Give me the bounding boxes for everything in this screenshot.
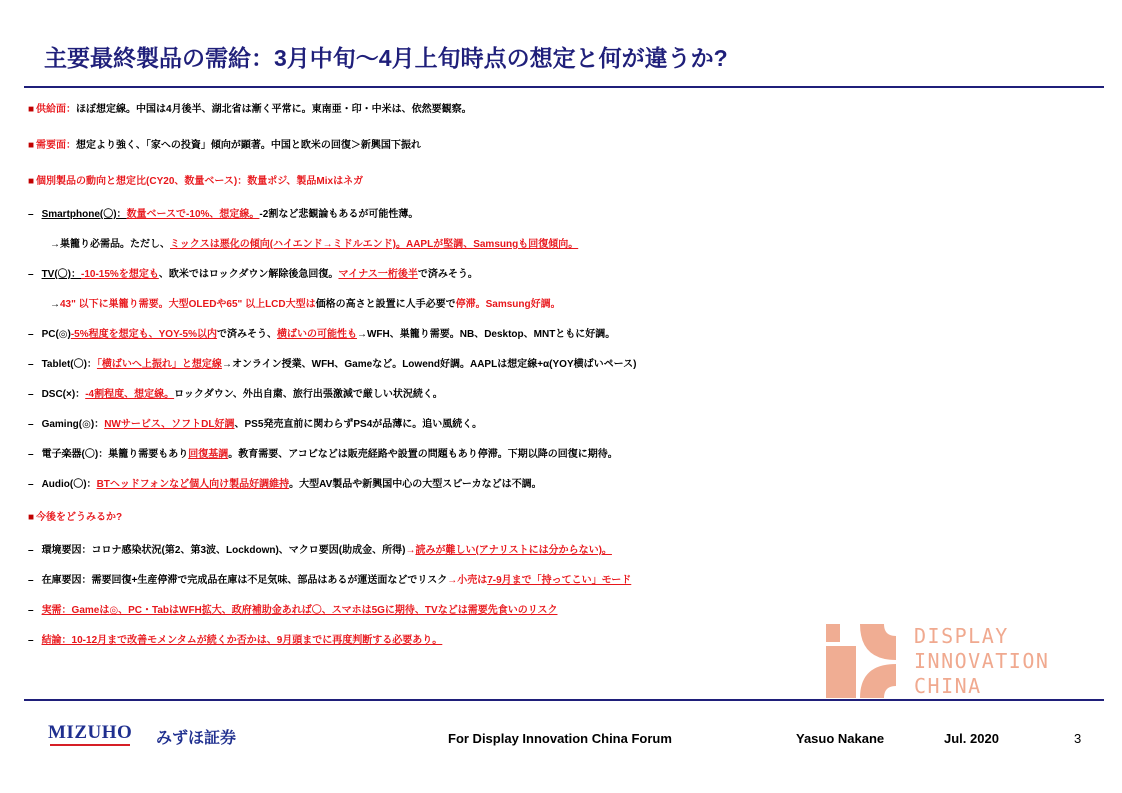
tv-detail: [28, 290, 1108, 320]
pc-text2: →WFH、巣籠り需要。NB、Desktop、MNTともに好調。: [356, 329, 616, 340]
logo-line-3: CHINA: [914, 674, 982, 698]
demand-bullet: [28, 128, 1108, 164]
dash-mark: –: [28, 605, 34, 616]
arrow: →: [50, 299, 60, 310]
smartphone-red: 数量ベースで-10%、想定線。: [126, 209, 260, 220]
environment-red: 読みが難しい(アナリストには分からない)。: [415, 545, 612, 556]
gaming-red1: NWサービス、ソフトDL好調: [104, 419, 235, 430]
dash-mark: –: [28, 545, 34, 556]
dic-logo-text: [914, 624, 1049, 699]
products-bullet: [28, 164, 1108, 200]
dsc-item: [28, 380, 1108, 410]
bullet-square: ■: [28, 512, 35, 523]
dash-mark: –: [28, 479, 34, 490]
bullet-square: ■: [28, 176, 35, 187]
gaming-item: [28, 410, 1108, 440]
smartphone-detail-red1: ミックスは悪化の傾向(ハイエンド→ミドルエンド)。: [170, 239, 406, 250]
dash-mark: –: [28, 359, 34, 370]
tv-red2: マイナス一桁後半: [338, 269, 418, 280]
bullet-square: ■: [28, 140, 35, 151]
tv-detail-text1: 価格の高さと設置に人手必要で: [315, 299, 456, 310]
instrument-label: 電子楽器(〇)：: [41, 449, 109, 460]
page-number: 3: [1074, 731, 1082, 746]
pc-item: [28, 320, 1108, 350]
tv-item: [28, 260, 1108, 290]
tv-text1: 、欧米ではロックダウン解除後急回復。: [158, 269, 339, 280]
inventory-red2: 7-9月まで「持ってこい」モード: [487, 575, 632, 586]
arrow: →: [405, 545, 416, 556]
supply-text: ほぼ想定線。中国は4月後半、湖北省は漸く平常に。東南亜・印・中米は、依然要観察。: [76, 104, 472, 115]
bullet-square: ■: [28, 104, 35, 115]
footer-forum: For Display Innovation China Forum: [448, 731, 672, 746]
actual-demand-item: [28, 596, 1108, 626]
pc-text1: で済みそう、: [216, 329, 277, 340]
instrument-text1: 巣籠り需要もあり: [108, 449, 189, 460]
smartphone-text: -2割など悲観論もあるが可能性薄。: [259, 209, 419, 220]
environment-text: 環境要因：コロナ感染状況(第2、第3波、Lockdown)、マクロ要因(助成金、所得): [41, 545, 406, 556]
tv-text2: で済みそう。: [417, 269, 478, 280]
dsc-red1: -4割程度、想定線。: [85, 389, 175, 400]
smartphone-label: Smartphone(〇)：: [41, 209, 127, 220]
tablet-red1: 「横ばいへ上振れ」と想定線: [96, 359, 222, 370]
smartphone-detail-text: 巣籠り必需品。ただし、: [60, 239, 170, 250]
supply-bullet: [28, 92, 1108, 128]
outlook-head: 今後をどうみるか?: [36, 512, 123, 523]
dash-mark: –: [28, 449, 34, 460]
inventory-item: [28, 566, 1108, 596]
dash-mark: –: [28, 269, 34, 280]
slide-body: [28, 92, 1108, 656]
display-innovation-china-watermark: [826, 624, 1056, 698]
pc-label: PC(◎): [41, 329, 71, 340]
mizuho-securities-name: みずほ証券: [156, 730, 237, 747]
inventory-text: 在庫要因：需要回復+生産停滞で完成品在庫は不足気味、部品はあるが運送面などでリスク: [41, 575, 448, 586]
instrument-item: [28, 440, 1108, 470]
page-title: 主要最終製品の需給：3月中旬〜4月上旬時点の想定と何が違うか?: [44, 45, 728, 71]
tv-red1: -10-15%を想定も: [81, 269, 159, 280]
smartphone-detail: [28, 230, 1108, 260]
demand-head: 需要面：: [36, 140, 77, 151]
dsc-label: DSC(×)：: [41, 389, 86, 400]
mizuho-logo: MIZUHO: [48, 722, 133, 743]
tablet-text1: →オンライン授業、WFH、Gameなど。Lowend好調。AAPLは想定線+α(YOY横ばいペース): [221, 359, 637, 370]
tv-detail-red1: 43" 以下に巣籠り需要。大型OLEDや65" 以上LCD大型は: [60, 299, 316, 310]
supply-head: 供給面：: [36, 104, 77, 115]
header-divider: [24, 86, 1104, 88]
dash-mark: –: [28, 575, 34, 586]
smartphone-item: [28, 200, 1108, 230]
logo-line-1: DISPLAY: [914, 624, 1009, 648]
gaming-label: Gaming(◎)：: [41, 419, 105, 430]
logo-line-2: INNOVATION: [914, 649, 1050, 673]
dash-mark: –: [28, 389, 34, 400]
dash-mark: –: [28, 635, 34, 646]
tablet-label: Tablet(〇)：: [41, 359, 97, 370]
footer-divider: [24, 699, 1104, 701]
smartphone-detail-red2: AAPLが堅調、Samsungも回復傾向。: [405, 239, 579, 250]
tv-label: TV(〇)：: [41, 269, 82, 280]
audio-red1: BTヘッドフォンなど個人向け製品好調維持: [96, 479, 290, 490]
demand-text: 想定より強く、「家への投資」傾向が顕著。中国と欧米の回復＞新興国下振れ: [76, 140, 421, 151]
tv-detail-red2: 停滞。Samsung好調。: [455, 299, 561, 310]
arrow: →: [447, 575, 458, 586]
audio-text1: 。大型AV製品や新興国中心の大型スピーカなどは不調。: [289, 479, 542, 490]
mizuho-logo-underline: [50, 744, 130, 746]
products-head: 個別製品の動向と想定比(CY20、数量ベース)：数量ポジ、製品Mixはネガ: [36, 176, 364, 187]
inventory-red1: 小売は: [457, 575, 488, 586]
arrow: →: [50, 239, 60, 250]
tablet-item: [28, 350, 1108, 380]
environment-item: [28, 536, 1108, 566]
audio-item: [28, 470, 1108, 500]
outlook-bullet: [28, 500, 1108, 536]
footer-author: Yasuo Nakane: [796, 731, 885, 746]
footer-date: Jul. 2020: [944, 731, 999, 746]
dic-logo-icon: [826, 624, 902, 698]
dash-mark: –: [28, 419, 34, 430]
conclusion-red: 結論：10-12月まで改善モメンタムが続くか否かは、9月頭までに再度判断する必要あり。: [41, 635, 443, 646]
pc-red1: -5%程度を想定も、YOY-5%以内: [70, 329, 217, 340]
dsc-text1: ロックダウン、外出自粛、旅行出張激減で厳しい状況続く。: [174, 389, 443, 400]
dash-mark: –: [28, 329, 34, 340]
audio-label: Audio(〇)：: [41, 479, 97, 490]
actual-demand-red: 実需：Gameは◎、PC・TabはWFH拡大、政府補助金あれば〇、スマホは5Gに期待、TVなどは需要先食いのリスク: [41, 605, 558, 616]
instrument-red1: 回復基調: [188, 449, 229, 460]
dash-mark: –: [28, 209, 34, 220]
pc-red2: 横ばいの可能性も: [276, 329, 357, 340]
instrument-text2: 。教育需要、アコピなどは販売経路や設置の問題もあり停滞。下期以降の回復に期待。: [228, 449, 618, 460]
gaming-text1: 、PS5発売直前に関わらずPS4が品薄に。追い風続く。: [234, 419, 483, 430]
